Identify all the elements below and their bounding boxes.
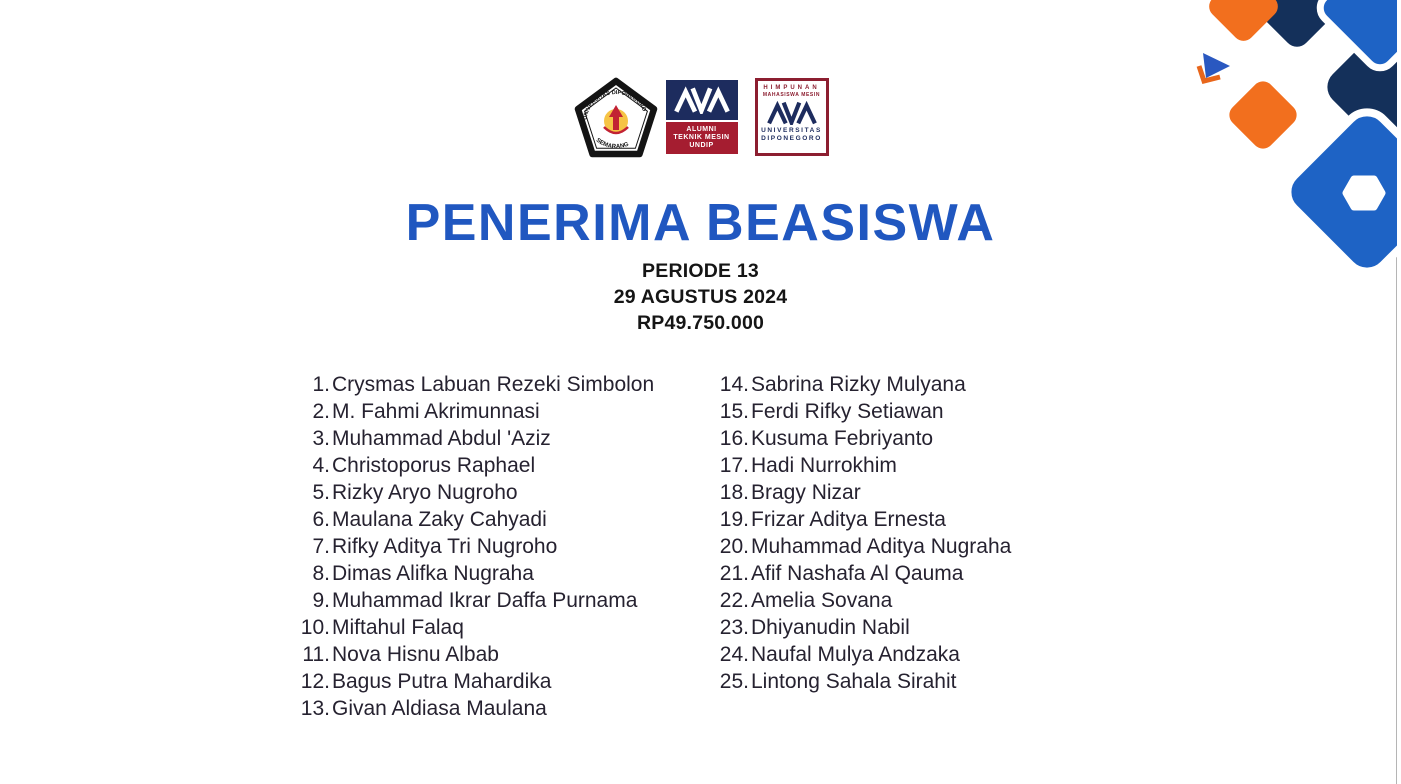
recipient-name: Hadi Nurrokhim [751, 454, 897, 477]
recipient-name: Nova Hisnu Albab [332, 643, 499, 666]
list-item [294, 668, 654, 695]
list-item [294, 452, 654, 479]
recipient-number: 19. [719, 508, 749, 531]
recipient-number: 25. [719, 670, 749, 693]
recipient-name: Rizky Aryo Nugroho [332, 481, 518, 504]
list-item [713, 560, 1011, 587]
recipient-number: 21. [719, 562, 749, 585]
recipient-number: 1. [312, 373, 330, 396]
recipient-number: 24. [719, 643, 749, 666]
hmm-logo-line3: UNIVERSITAS [761, 127, 822, 134]
recipient-number: 10. [300, 616, 330, 639]
alumni-logo-line3: UNDIP [689, 142, 714, 149]
list-item [294, 479, 654, 506]
recipient-name: Bragy Nizar [751, 481, 861, 504]
recipient-number: 20. [719, 535, 749, 558]
recipient-name: Kusuma Febriyanto [751, 427, 934, 450]
periode-text: PERIODE 13 [642, 260, 759, 282]
alumni-logo-text-panel [666, 122, 738, 154]
recipient-name: Christoporus Raphael [332, 454, 536, 477]
recipient-number: 12. [300, 670, 330, 693]
recipient-number: 8. [312, 562, 330, 585]
list-item [713, 452, 1011, 479]
recipient-name: Amelia Sovana [751, 589, 893, 612]
recipient-name: Givan Aldiasa Maulana [332, 697, 547, 720]
recipient-number: 16. [719, 427, 749, 450]
recipient-number: 6. [312, 508, 330, 531]
list-item [713, 614, 1011, 641]
list-item [294, 695, 654, 722]
recipient-name: Crysmas Labuan Rezeki Simbolon [332, 373, 655, 396]
recipient-number: 3. [312, 427, 330, 450]
hmm-logo-line1: HIMPUNAN [763, 85, 820, 91]
recipient-number: 14. [719, 373, 749, 396]
list-item [713, 533, 1011, 560]
list-item [713, 506, 1011, 533]
undip-logo [573, 77, 659, 163]
list-item [294, 425, 654, 452]
ava-mark-icon [674, 86, 730, 114]
recipient-list-right [713, 371, 1011, 695]
recipient-number: 5. [312, 481, 330, 504]
recipient-name: Dhiyanudin Nabil [751, 616, 910, 639]
recipient-name: Ferdi Rifky Setiawan [751, 400, 944, 423]
list-item [713, 398, 1011, 425]
list-item [294, 506, 654, 533]
recipient-name: Afif Nashafa Al Qauma [751, 562, 964, 585]
recipient-number: 13. [300, 697, 330, 720]
recipient-name: Muhammad Ikrar Daffa Purnama [332, 589, 638, 612]
navy-diamond-small-icon [1249, 0, 1345, 52]
orange-diamond-top-icon [1205, 0, 1283, 45]
recipient-number: 22. [719, 589, 749, 612]
recipient-name: M. Fahmi Akrimunnasi [332, 400, 540, 423]
recipient-name: Maulana Zaky Cahyadi [332, 508, 547, 531]
recipient-name: Muhammad Aditya Nugraha [751, 535, 1012, 558]
recipient-name: Muhammad Abdul 'Aziz [332, 427, 551, 450]
list-item [713, 587, 1011, 614]
recipient-number: 11. [302, 643, 330, 666]
recipient-list-left [294, 371, 654, 722]
list-item [294, 398, 654, 425]
undip-arc-bottom-text: SEMARANG [594, 137, 630, 151]
undip-arc-top-text: UNIVERSITAS DIPONEGORO [581, 89, 647, 121]
list-item [713, 479, 1011, 506]
recipient-name: Miftahul Falaq [332, 616, 464, 639]
list-item [294, 614, 654, 641]
alumni-logo-mark-panel [666, 80, 738, 120]
recipient-name: Rifky Aditya Tri Nugroho [332, 535, 558, 558]
list-item [294, 641, 654, 668]
recipient-number: 23. [719, 616, 749, 639]
recipient-number: 15. [719, 400, 749, 423]
list-item [713, 425, 1011, 452]
recipient-name: Dimas Alifka Nugraha [332, 562, 534, 585]
hmm-logo [755, 78, 829, 156]
recipient-number: 4. [312, 454, 330, 477]
alumni-teknik-mesin-logo [666, 80, 738, 154]
hmm-logo-line2: MAHASISWA MESIN [762, 92, 821, 98]
recipient-number: 18. [719, 481, 749, 504]
recipient-number: 2. [312, 400, 330, 423]
date-text: 29 AGUSTUS 2024 [613, 286, 788, 308]
recipient-name: Lintong Sahala Sirahit [751, 670, 957, 693]
alumni-logo-line2: TEKNIK MESIN [673, 134, 730, 141]
ava-mark-icon [767, 101, 817, 125]
recipient-name: Sabrina Rizky Mulyana [751, 373, 966, 396]
list-item [294, 560, 654, 587]
logo-row [0, 77, 1401, 163]
amount-text: RP49.750.000 [636, 312, 765, 334]
list-item [713, 371, 1011, 398]
blue-diamond-corner-icon [1309, 0, 1397, 79]
list-item [713, 668, 1011, 695]
subtitle-block [0, 258, 1401, 336]
alumni-logo-line1: ALUMNI [686, 126, 717, 133]
recipient-number: 7. [312, 535, 330, 558]
recipient-name: Bagus Putra Mahardika [332, 670, 552, 693]
list-item [294, 533, 654, 560]
recipient-name: Naufal Mulya Andzaka [751, 643, 960, 666]
list-item [713, 641, 1011, 668]
hmm-logo-line4: DIPONEGORO [761, 135, 822, 142]
list-item [294, 371, 654, 398]
recipient-number: 17. [719, 454, 749, 477]
list-item [294, 587, 654, 614]
page-title: PENERIMA BEASISWA [405, 194, 996, 252]
recipient-name: Frizar Aditya Ernesta [751, 508, 946, 531]
recipient-number: 9. [312, 589, 330, 612]
